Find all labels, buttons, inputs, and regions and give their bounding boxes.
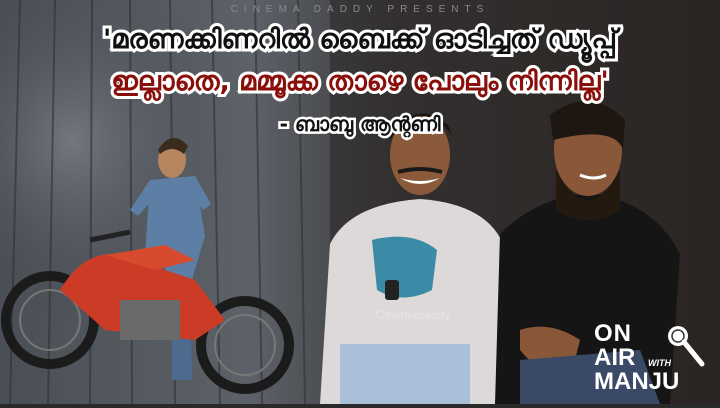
logo-on: ON [594,320,632,347]
presents-caption: CINEMA DADDY PRESENTS [230,4,490,15]
logo-manju: MANJU [594,368,680,395]
headline-line-2: ഇല്ലാതെ, മമ്മൂക്ക താഴെ പോലും നിന്നില്ല' [111,66,609,97]
microphone-icon [660,320,710,370]
headline-line-1: 'മരണക്കിണറിൽ ബൈക്ക് ഓടിച്ചത് ഡ്യൂപ്പ് [103,24,617,55]
watermark: Cinemadaddy [376,308,451,322]
logo-with: WITH [648,358,671,368]
logo-air: AIR [594,344,636,371]
on-air-with-manju-logo [590,318,715,400]
speaker-credit: - ബാബു ആന്റണി [279,112,441,136]
